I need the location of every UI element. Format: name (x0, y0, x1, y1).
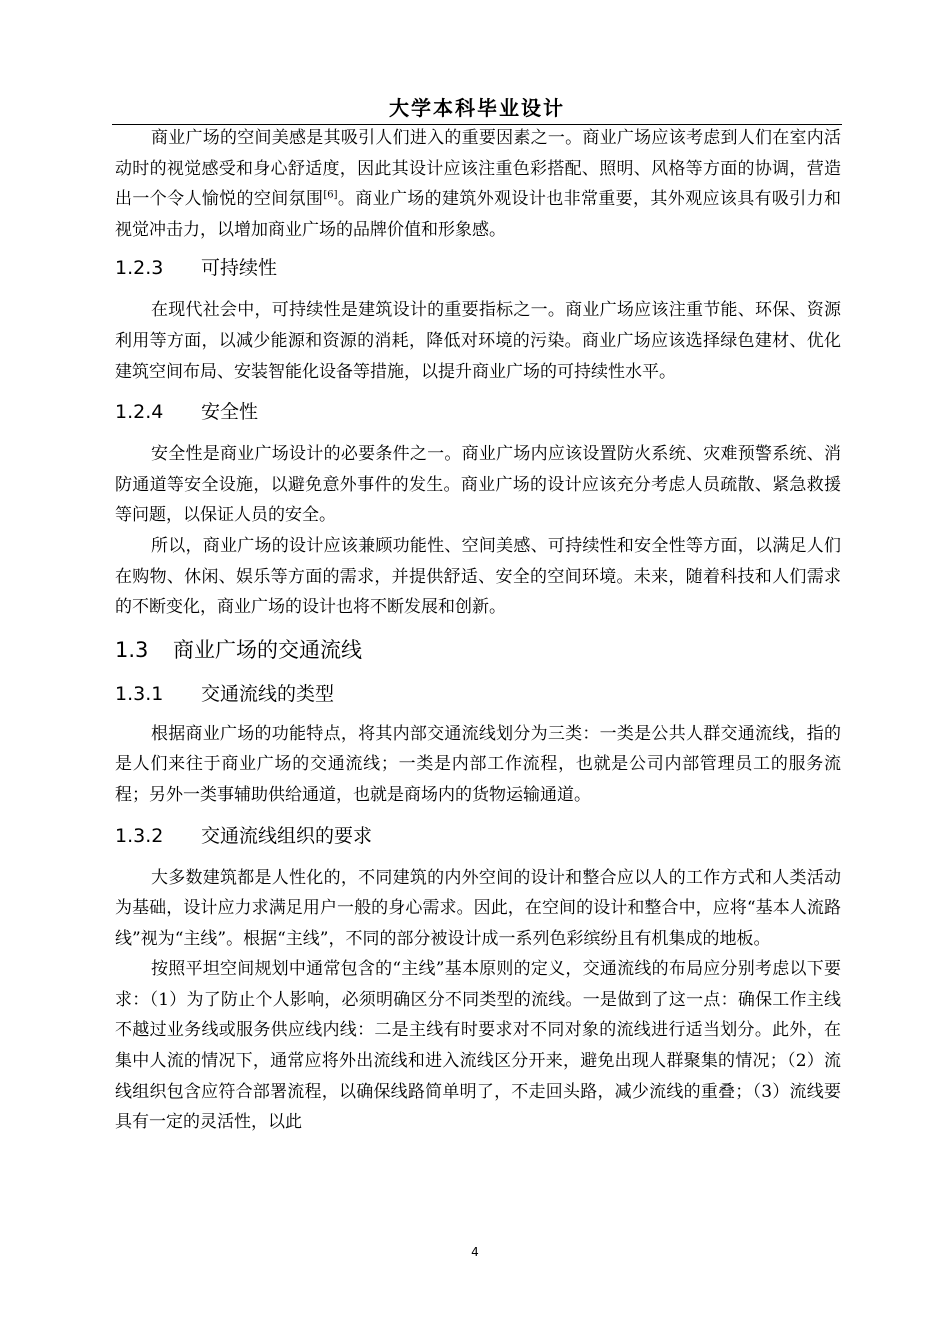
section-heading-1-2-3 (115, 253, 841, 283)
section-number: 1.3.1 (115, 682, 164, 705)
section-number: 1.3 (115, 637, 149, 662)
citation-ref: [6] (323, 189, 338, 201)
paragraph-flow-types: 根据商业广场的功能特点，将其内部交通流线划分为三类：一类是公共人群交通流线，指的是人们来往于商业广场的交通流线；一类是内部工作流程，也就是公司内部管理员工的服务流程；另外一类事辅助供给通道，也就是商场内的货物运输通道。 (115, 723, 841, 805)
paragraph-safety: 安全性是商业广场设计的必要条件之一。商业广场内应该设置防火系统、灾难预警系统、消防通道等安全设施，以避免意外事件的发生。商业广场的设计应该充分考虑人员疏散、紧急救援等问题，以保证人员的安全。 (115, 444, 841, 526)
document-header: 大学本科毕业设计 (389, 96, 565, 120)
paragraph-summary: 所以，商业广场的设计应该兼顾功能性、空间美感、可持续性和安全性等方面，以满足人们在购物、休闲、娱乐等方面的需求，并提供舒适、安全的空间环境。未来，随着科技和人们需求的不断变化，商业广场的设计也将不断发展和创新。 (115, 535, 841, 618)
paragraph-flow-principles: 按照平坦空间规划中通常包含的“主线”基本原则的定义，交通流线的布局应分别考虑以下要求：（1）为了防止个人影响，必须明确区分不同类型的流线。一是做到了这一点：确保工作主线不越过业务线或服务供应线内线：二是主线有时要求对不同对象的流线进行适当划分。此外，在集中人流的情况下，通常应将外出流线和进入流线区分开来，避免出现人群聚集的情况；（2）流线组织包含应符合部署流程，以确保线路简单明了，不走回头路，减少流线的重叠；（3）流线要具有一定的灵活性，以此 (115, 959, 841, 1133)
section-number: 1.3.2 (115, 824, 164, 847)
paragraph-sustainability: 在现代社会中，可持续性是建筑设计的重要指标之一。商业广场应该注重节能、环保、资源利用等方面，以减少能源和资源的消耗，降低对环境的污染。商业广场应该选择绿色建材、优化建筑空间布局、安装智能化设备等措施，以提升商业广场的可持续性水平。 (115, 300, 841, 382)
section-heading-1-3 (115, 635, 841, 665)
section-title: 商业广场的交通流线 (173, 637, 362, 662)
paragraph-text: 商业广场的空间美感是其吸引人们进入的重要因素之一。商业广场应该考虑到人们在室内活动时的视觉感受和身心舒适度，因此其设计应该注重色彩搭配、照明、风格等方面的协调，营造出一个令人愉悦的空间氛围 (115, 128, 841, 210)
section-heading-1-3-1 (115, 679, 841, 709)
page-body (115, 124, 841, 1138)
paragraph-text-tail: 。商业广场的建筑外观设计也非常重要，其外观应该具有吸引力和视觉冲击力，以增加商业广场的品牌价值和形象感。 (115, 189, 842, 240)
page-number: 4 (471, 1245, 479, 1259)
paragraph-flow-requirements: 大多数建筑都是人性化的，不同建筑的内外空间的设计和整合应以人的工作方式和人类活动为基础，设计应力求满足用户一般的身心需求。因此，在空间的设计和整合中，应将“基本人流路线”视为“主线”。根据“主线”，不同的部分被设计成一系列色彩缤纷且有机集成的地板。 (115, 867, 841, 949)
section-title: 可持续性 (201, 257, 278, 280)
paragraph-spatial-aesthetics (115, 123, 841, 245)
section-number: 1.2.3 (115, 257, 164, 280)
section-title: 交通流线的类型 (201, 682, 335, 705)
section-heading-1-3-2 (115, 821, 841, 851)
section-title: 安全性 (201, 401, 259, 424)
section-number: 1.2.4 (115, 401, 164, 424)
section-title: 交通流线组织的要求 (201, 824, 373, 847)
section-heading-1-2-4 (115, 397, 841, 427)
